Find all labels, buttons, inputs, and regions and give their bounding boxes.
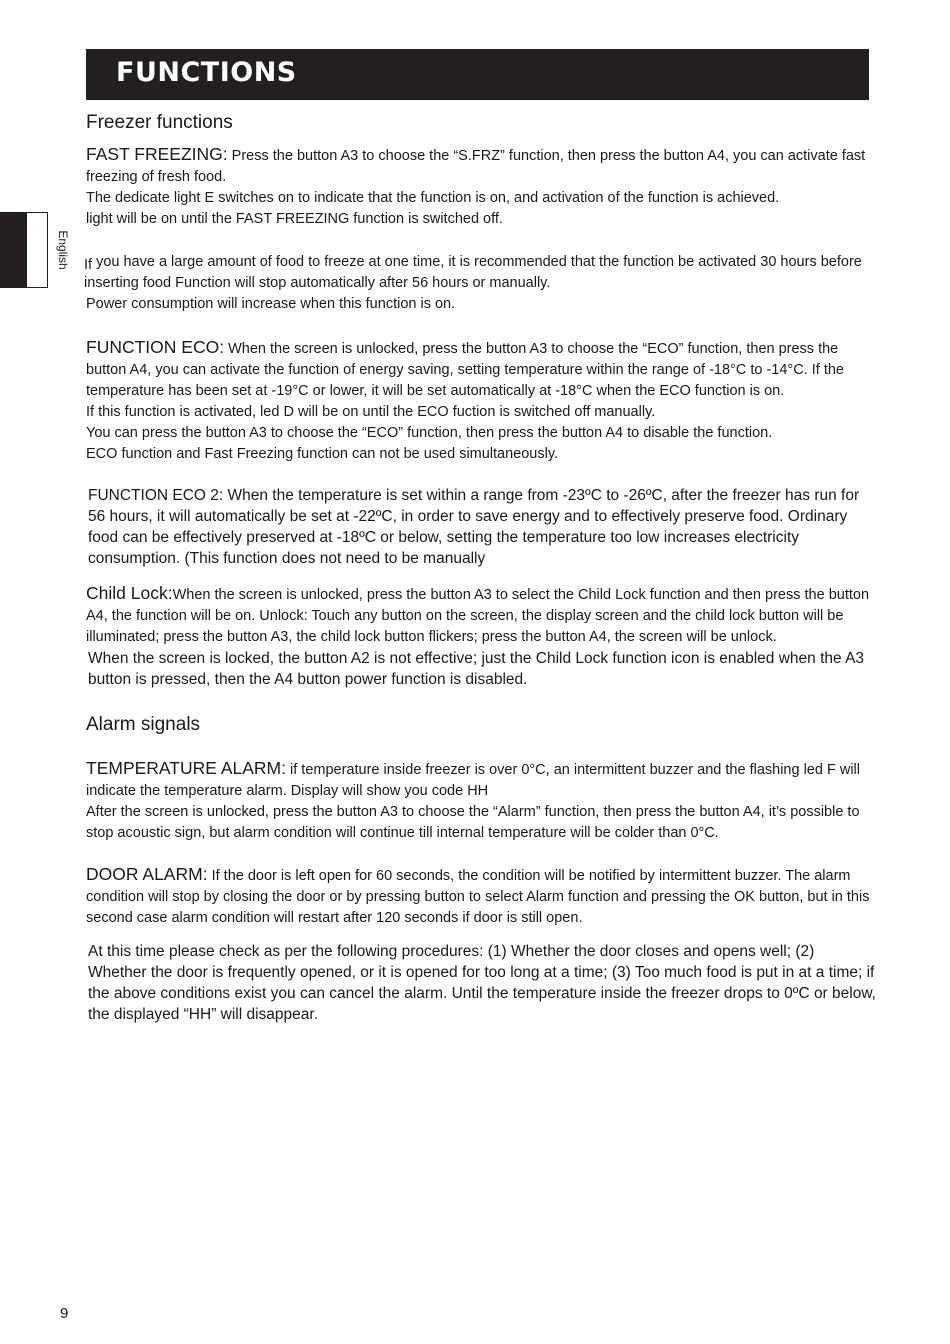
door-alarm-block [86,864,876,929]
child-lock-paragraph [86,583,876,648]
fast-freezing-block [86,144,876,230]
freezer-functions-heading: Freezer functions [86,112,233,133]
large-amount-paragraph [84,252,876,294]
door-alarm-lead: DOOR ALARM: [86,864,208,884]
eco2-block [88,485,876,569]
eco-lead: FUNCTION ECO: [86,337,225,357]
temperature-alarm-lead: TEMPERATURE ALARM: [86,758,286,778]
door-alarm-text: If the door is left open for 60 seconds, the condition will be notified by intermittent buzzer. The alarm condition will stop by closing the door or by pressing button to select Alarm function and pressing the OK button, but in this second case alarm condition will restart after 120 seconds if door is still open. [86,868,870,926]
procedure-block [88,941,876,1025]
eco-text: When the screen is unlocked, press the button A3 to choose the “ECO” function, then press the button A4, you can activate the function of energy saving, setting temperature within the range of -18°C to -14°C. If the temperature has been set at -19°C or lower, it will be set automatically at -18°C when the ECO function is on. [86,341,844,399]
eco-simultaneous-text: ECO function and Fast Freezing function can not be used simultaneously. [86,446,559,462]
child-lock-lead: Child Lock: [86,583,173,603]
large-amount-block [84,252,876,315]
temperature-alarm-stop-text: After the screen is unlocked, press the button A3 to choose the “Alarm” function, then press the button A4, it’s possible to stop acoustic sign, but alarm condition will continue till internal temperature will be colder than 0°C. [86,804,860,841]
child-lock-text: When the screen is unlocked, press the button A3 to select the Child Lock function and then press the button A4, the function will be on. Unlock: Touch any button on the screen, the display screen and the child lock button will be illuminated; press the button A3, the child lock button flickers; press the button A4, the screen will be unlock. [86,587,870,645]
language-tab [0,212,70,288]
language-label: English [56,230,70,270]
eco-led-text: If this function is activated, led D will be on until the ECO fuction is switched off manually. [86,404,656,420]
child-lock-locked-text: When the screen is locked, the button A2 is not effective; just the Child Lock function icon is enabled when the A3 button is pressed, then the A4 button power function is disabled. [88,650,865,688]
fast-freezing-text: Press the button A3 to choose the “S.FRZ” function, then press the button A4, you can activate fast freezing of fresh food. [86,148,866,185]
temperature-alarm-text: if temperature inside freezer is over 0°C, an intermittent buzzer and the flashing led F will indicate the temperature alarm. Display will show you code HH [86,762,860,799]
procedure-text: At this time please check as per the following procedures: (1) Whether the door closes and opens well; (2) Whether the door is frequently opened, or it is opened for too long at a time; (3) Too much food is put in at a time; if the above conditions exist you can cancel the alarm. Until the temperature inside the freezer drops to 0ºC or below, the displayed “HH” will disappear. [88,943,876,1023]
child-lock-block [86,583,876,690]
section-title-banner [86,49,869,100]
fast-freezing-lead: FAST FREEZING: [86,144,228,164]
page-number: 9 [60,1305,69,1322]
fast-freezing-light-text: The dedicate light E switches on to indicate that the function is on, and activation of the function is achieved. [86,190,780,206]
large-amount-if: If [84,257,93,273]
language-tab-label-area [27,213,70,287]
temperature-alarm-paragraph [86,758,876,802]
temperature-alarm-block [86,758,876,844]
eco2-text: FUNCTION ECO 2: When the temperature is set within a range from -23ºC to -26ºC, after the freezer has run for 56 hours, it will automatically be set at -22ºC, in order to save energy and to effectively preserve food. Ordinary food can be effectively preserved at -18ºC or below, setting the temperature too low increases electricity consumption. (This function does not need to be manually [88,487,860,567]
power-consumption-text: Power consumption will increase when this function is on. [86,296,456,312]
fast-freezing-paragraph [86,144,876,188]
eco-block [86,337,876,465]
page-title: FUNCTIONS [116,57,297,88]
door-alarm-paragraph [86,864,876,929]
content-area [86,112,876,1043]
eco-paragraph [86,337,876,402]
fast-freezing-off-text: light will be on until the FAST FREEZING function is switched off. [86,211,503,227]
eco-disable-text: You can press the button A3 to choose the “ECO” function, then press the button A4 to disable the function. [86,425,773,441]
alarm-signals-heading: Alarm signals [86,714,201,735]
large-amount-text: you have a large amount of food to freeze at one time, it is recommended that the function be activated 30 hours before inserting food Function will stop automatically after 56 hours or manually. [84,254,862,291]
